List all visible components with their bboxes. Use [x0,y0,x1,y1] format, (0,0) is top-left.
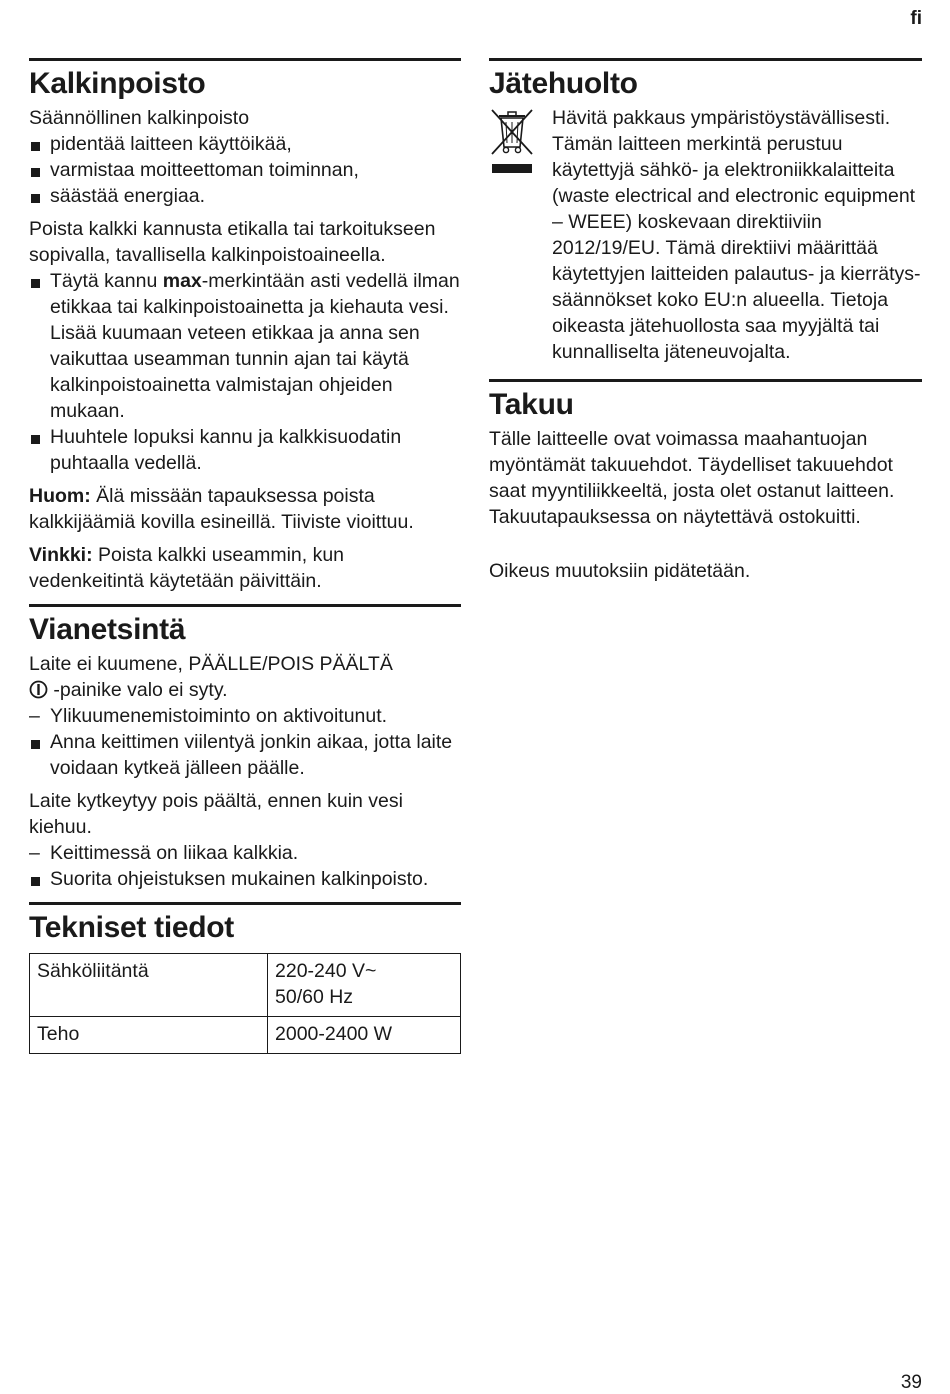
list-item: – Keittimessä on liikaa kalkkia. [29,840,461,866]
section-jatehuolto [489,58,922,365]
cause-list-2 [29,840,461,866]
spec-key: Teho [30,1017,268,1054]
problem-1 [29,651,461,703]
takuu-text: Tälle laitteelle ovat voimassa maahantuojan myöntämät takuuehdot. Täydelliset takuuehdot saat myyntiliikkeeltä, josta olet ostanut laitteen. Takuutapauksessa on näytettävä ostokuitti. [489,428,895,528]
list-item: varmistaa moitteettoman toiminnan, [29,157,461,183]
tip-text: Poista kalkki useammin, kun vedenkeitintä käytetään päivittäin. [29,544,345,592]
table-row [30,954,461,1017]
list-item: – Ylikuumenemistoiminto on aktivoitunut. [29,703,461,729]
section-title-tekniset: Tekniset tiedot [29,911,234,944]
list-item [29,268,461,424]
left-column [29,58,461,1064]
page-number: 39 [900,1372,922,1393]
section-title-takuu: Takuu [489,388,574,421]
cause-list-1 [29,703,461,729]
spec-value-line1: 220-240 V~ [275,960,377,982]
section-vianetsinta [29,604,461,892]
right-column [489,58,922,594]
power-icon [29,680,48,699]
list-item: säästää energiaa. [29,183,461,209]
table-row [30,1017,461,1054]
weee-block [489,105,922,365]
jatehuolto-text: Hävitä pakkaus ympäristöystävällisesti. Tämän laitteen merkintä perustuu käytettyjä sähkö- ja elektroniikkalaitteita (waste electrical and electronic equipment – WEEE) koskevaan direktiiviin 2012/19/EU. Tämä direktiivi määrittää käytettyjen laitteiden palautus- ja kierrätys-säännökset koko EU:n alueella. Tietoja oikeasta jätehuollosta saa myyjältä tai kunnalliselta jäteneuvojalta. [552,107,921,363]
problem-2: Laite kytkeytyy pois päältä, ennen kuin vesi kiehuu. [29,790,403,838]
step1-post: -merkintään asti vedellä ilman etikkaa tai kalkinpoistoainetta ja kiehauta vesi. Lisää kuumaan veteen etikkaa ja anna sen vaikuttaa useamman tunnin ajan tai käytä kalkinpoistoainetta valmistajan ohjeiden mukaan. [50,270,460,422]
section-title-jatehuolto: Jätehuolto [489,67,638,100]
list-item: Huuhtele lopuksi kannu ja kalkkisuodatin puhtaalla vedellä. [29,424,461,476]
spec-value [268,954,461,1017]
list-item: Anna keittimen viilentyä jonkin aikaa, jotta laite voidaan kytkeä jälleen päälle. [29,729,461,781]
crossed-bin-icon [489,105,539,365]
section-kalkinpoisto [29,58,461,594]
section-title-vianetsinta: Vianetsintä [29,613,186,646]
remedy-list-1 [29,729,461,781]
kalkinpoisto-paragraph: Poista kalkki kannusta etikalla tai tarkoitukseen sopivalla, tavallisella kalkinpoistoaineella. [29,218,436,266]
problem-1-line1: Laite ei kuumene, PÄÄLLE/POIS PÄÄLTÄ [29,653,393,675]
list-item: pidentää laitteen käyttöikää, [29,131,461,157]
section-tekniset [29,902,461,1054]
note-label: Huom: [29,485,91,507]
section-title-kalkinpoisto: Kalkinpoisto [29,67,206,100]
remedy-list-2 [29,866,461,892]
takuu-reserve: Oikeus muutoksiin pidätetään. [489,560,751,582]
spec-value-line2: 50/60 Hz [275,986,354,1008]
spec-value: 2000-2400 W [268,1017,461,1054]
note-text: Älä missään tapauksessa poista kalkkijäämiä kovilla esineillä. Tiiviste vioittuu. [29,485,414,533]
section-takuu [489,379,922,584]
language-code: fi [910,8,922,29]
list-item: Suorita ohjeistuksen mukainen kalkinpoisto. [29,866,461,892]
kalkinpoisto-benefits-list [29,131,461,209]
problem-1-line2: -painike valo ei syty. [48,679,228,701]
kalkinpoisto-note [29,483,461,535]
spec-key: Sähköliitäntä [30,954,268,1017]
kalkinpoisto-steps-list [29,268,461,476]
kalkinpoisto-intro: Säännöllinen kalkinpoisto [29,107,250,129]
tip-label: Vinkki: [29,544,93,566]
step1-pre: Täytä kannu [50,270,163,292]
kalkinpoisto-tip [29,542,461,594]
spec-table [29,953,461,1054]
step1-bold: max [162,270,202,292]
